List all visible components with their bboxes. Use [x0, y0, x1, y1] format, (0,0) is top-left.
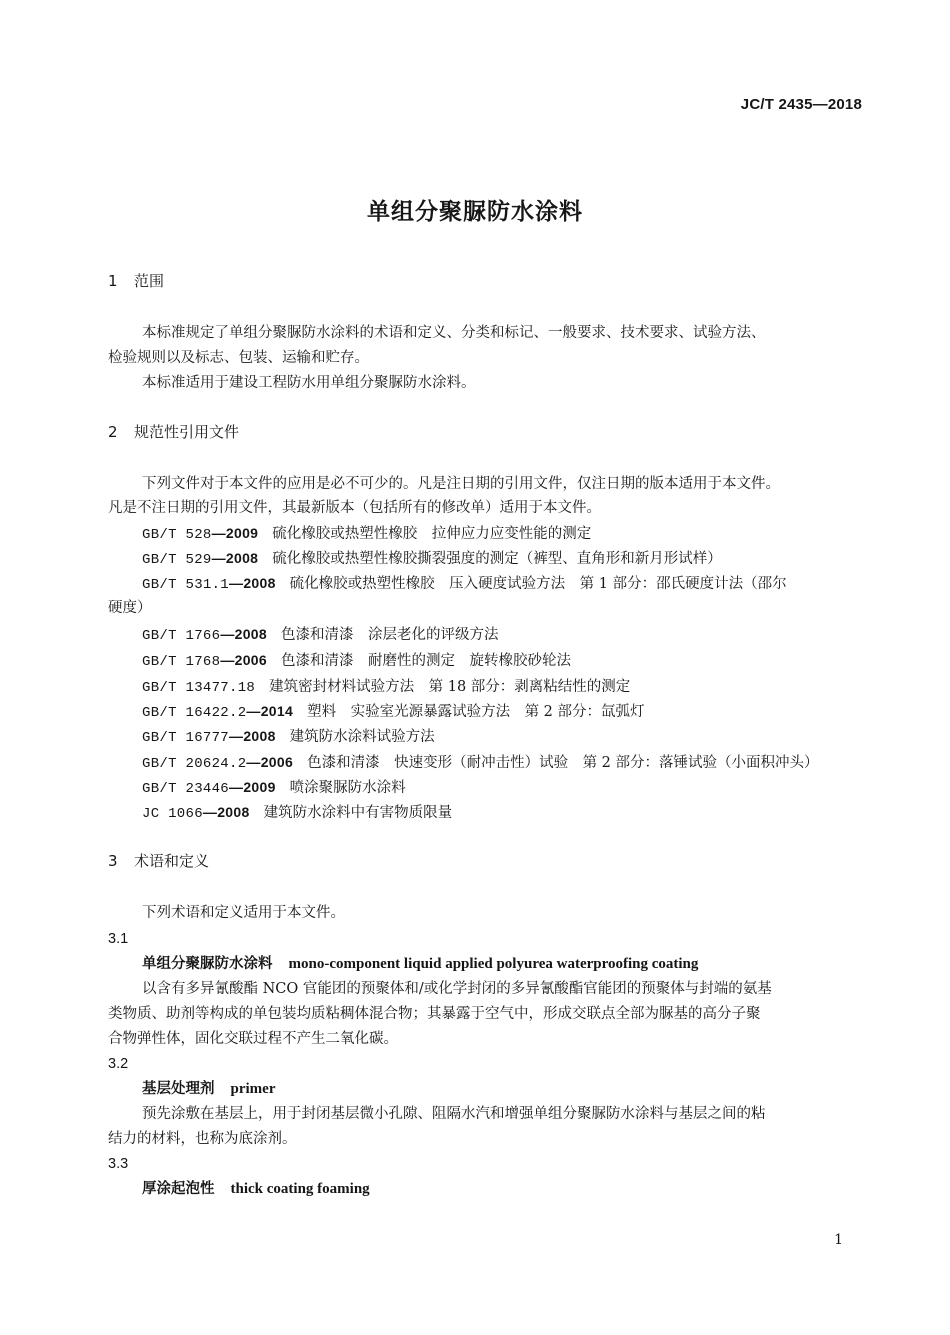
- reference-code: GB/T 528—2009: [142, 525, 259, 543]
- paragraph-line: 本标准规定了单组分聚脲防水涂料的术语和定义、分类和标记、一般要求、技术要求、试验方法、: [142, 325, 766, 341]
- paragraph-line: 本标准适用于建设工程防水用单组分聚脲防水涂料。: [142, 375, 476, 391]
- term-name-en: thick coating foaming: [230, 1181, 370, 1197]
- term-name-en: primer: [230, 1081, 276, 1097]
- term-heading: [142, 1080, 275, 1098]
- definition-line: 类物质、助剂等构成的单包装均质粘稠体混合物；其暴露于空气中，形成交联点全部为脲基的高分子聚: [108, 1006, 761, 1022]
- standard-code: JC/T 2435—2018: [740, 96, 862, 113]
- reference-title: 建筑密封材料试验方法 第 18 部分：剥离粘结性的测定: [269, 679, 631, 695]
- reference-title: 喷涂聚脲防水涂料: [289, 780, 406, 796]
- reference-item: [142, 625, 498, 645]
- term-number: 3.2: [108, 1056, 129, 1072]
- reference-item: [142, 803, 452, 823]
- definition-line: 合物弹性体，固化交联过程不产生二氧化碳。: [108, 1031, 398, 1047]
- section-2-heading: [108, 423, 239, 441]
- term-name-zh: 厚涂起泡性: [142, 1181, 215, 1197]
- definition-line: 预先涂敷在基层上，用于封闭基层微小孔隙、阻隔水汽和增强单组分聚脲防水涂料与基层之间的粘: [142, 1106, 766, 1122]
- section-number: 3: [108, 852, 118, 870]
- document-title: 单组分聚脲防水涂料: [367, 199, 583, 225]
- reference-item: [142, 702, 645, 722]
- term-number: 3.1: [108, 931, 129, 947]
- term-number: 3.3: [108, 1156, 129, 1172]
- reference-code: GB/T 23446—2009: [142, 779, 276, 797]
- reference-item: [142, 778, 406, 798]
- reference-title: 硫化橡胶或热塑性橡胶 压入硬度试验方法 第 1 部分：邵氏硬度计法（邵尔: [289, 576, 787, 592]
- term-name-en: mono-component liquid applied polyurea waterproofing coating: [288, 956, 699, 972]
- section-1-heading: [108, 272, 164, 290]
- reference-code: GB/T 1768—2006: [142, 652, 267, 670]
- section-title: 范围: [134, 272, 165, 290]
- reference-code: GB/T 16422.2—2014: [142, 703, 294, 721]
- definition-line: 结力的材料，也称为底涂剂。: [108, 1131, 297, 1147]
- reference-code: GB/T 529—2008: [142, 550, 259, 568]
- section-title: 术语和定义: [134, 852, 210, 870]
- reference-title: 色漆和清漆 快速变形（耐冲击性）试验 第 2 部分：落锤试验（小面积冲头）: [307, 755, 819, 771]
- reference-title: 建筑防水涂料试验方法: [289, 729, 435, 745]
- term-heading: [142, 1180, 370, 1198]
- section-number: 1: [108, 272, 118, 290]
- reference-code: GB/T 20624.2—2006: [142, 754, 294, 772]
- section-title: 规范性引用文件: [134, 423, 240, 441]
- reference-item: [142, 524, 591, 544]
- reference-title: 塑料 实验室光源暴露试验方法 第 2 部分：氙弧灯: [307, 704, 645, 720]
- section-number: 2: [108, 423, 118, 441]
- reference-item: [142, 651, 571, 671]
- reference-title: 色漆和清漆 耐磨性的测定 旋转橡胶砂轮法: [280, 653, 571, 669]
- reference-item: [142, 727, 435, 747]
- reference-title: 建筑防水涂料中有害物质限量: [263, 805, 453, 821]
- paragraph-line: 下列文件对于本文件的应用是必不可少的。凡是注日期的引用文件，仅注日期的版本适用于本文件。: [142, 476, 780, 492]
- reference-item: [142, 677, 630, 697]
- section-3-heading: [108, 852, 209, 870]
- definition-line: 以含有多异氰酸酯 NCO 官能团的预聚体和/或化学封闭的多异氰酸酯官能团的预聚体与封端的氨基: [142, 981, 772, 997]
- reference-title: 硫化橡胶或热塑性橡胶 拉伸应力应变性能的测定: [272, 526, 592, 542]
- paragraph-line: 检验规则以及标志、包装、运输和贮存。: [108, 350, 369, 366]
- reference-code: JC 1066—2008: [142, 804, 250, 822]
- reference-title: 硫化橡胶或热塑性橡胶撕裂强度的测定（裤型、直角形和新月形试样）: [272, 551, 722, 567]
- paragraph-line: 下列术语和定义适用于本文件。: [142, 905, 345, 921]
- term-name-zh: 单组分聚脲防水涂料: [142, 956, 273, 972]
- reference-item: [142, 574, 787, 594]
- reference-title: 色漆和清漆 涂层老化的评级方法: [280, 627, 499, 643]
- term-name-zh: 基层处理剂: [142, 1081, 215, 1097]
- reference-code: GB/T 531.1—2008: [142, 575, 276, 593]
- reference-code: GB/T 13477.18: [142, 680, 256, 696]
- term-heading: [142, 955, 698, 973]
- reference-code: GB/T 16777—2008: [142, 728, 276, 746]
- reference-continuation: 硬度）: [108, 600, 152, 616]
- reference-item: [142, 549, 722, 569]
- reference-code: GB/T 1766—2008: [142, 626, 267, 644]
- page-number: 1: [834, 1232, 843, 1248]
- reference-item: [142, 753, 819, 773]
- paragraph-line: 凡是不注日期的引用文件，其最新版本（包括所有的修改单）适用于本文件。: [108, 500, 601, 516]
